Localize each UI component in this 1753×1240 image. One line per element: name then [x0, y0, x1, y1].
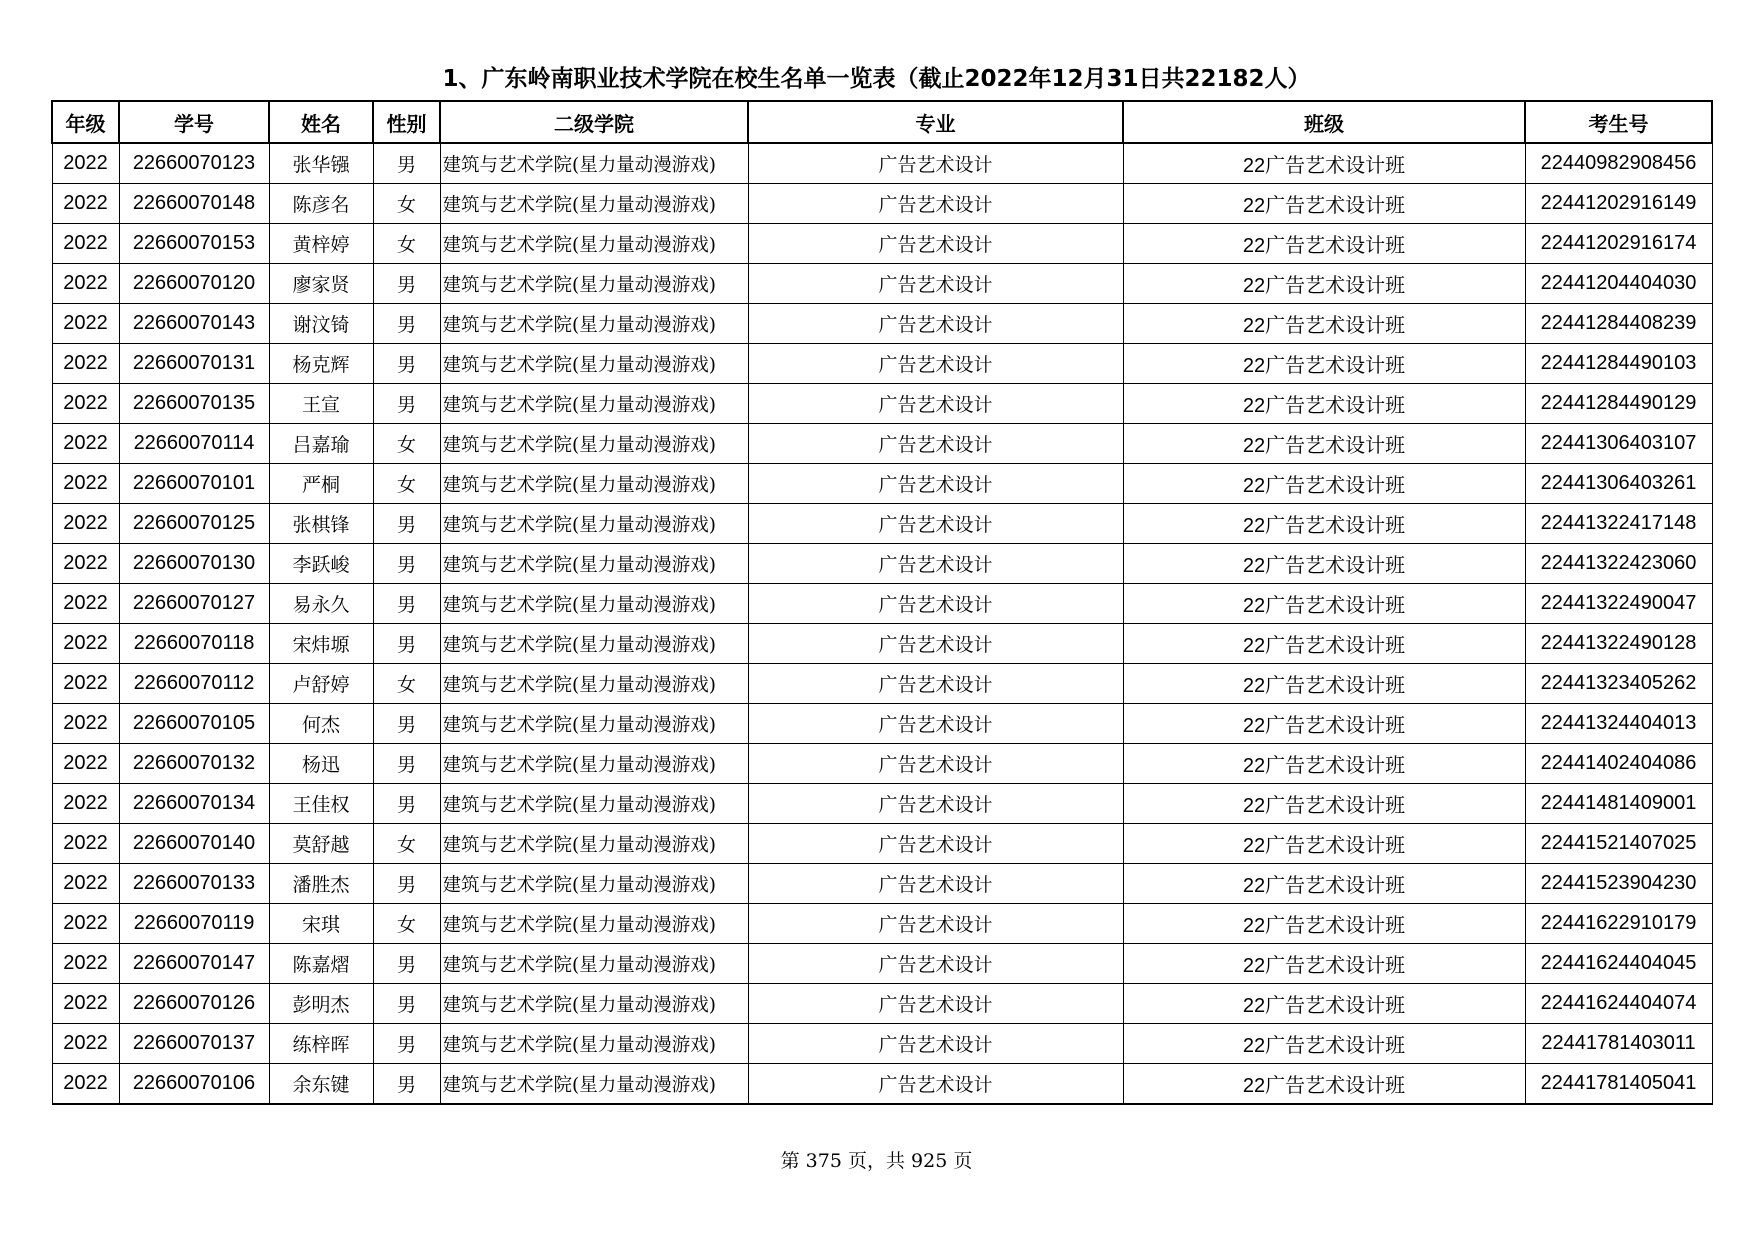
grade-cell: 2022	[52, 984, 119, 1024]
exam-number-cell: 22441306403107	[1525, 424, 1712, 464]
gender-cell: 女	[373, 664, 440, 704]
major-cell: 广告艺术设计	[748, 984, 1123, 1024]
college-cell: 建筑与艺术学院(星力量动漫游戏)	[440, 224, 748, 264]
major-cell: 广告艺术设计	[748, 143, 1123, 184]
class-cell: 22广告艺术设计班	[1123, 504, 1525, 544]
class-cell: 22广告艺术设计班	[1123, 584, 1525, 624]
table-row	[52, 664, 1712, 704]
table-row	[52, 464, 1712, 504]
class-cell: 22广告艺术设计班	[1123, 624, 1525, 664]
class-cell: 22广告艺术设计班	[1123, 704, 1525, 744]
name-cell: 易永久	[269, 584, 373, 624]
gender-cell: 男	[373, 143, 440, 184]
major-cell: 广告艺术设计	[748, 464, 1123, 504]
grade-cell: 2022	[52, 304, 119, 344]
grade-cell: 2022	[52, 424, 119, 464]
gender-cell: 男	[373, 304, 440, 344]
major-cell: 广告艺术设计	[748, 784, 1123, 824]
college-cell: 建筑与艺术学院(星力量动漫游戏)	[440, 1024, 748, 1064]
name-cell: 黄梓婷	[269, 224, 373, 264]
exam-number-cell: 22441284490103	[1525, 344, 1712, 384]
student-roster-table	[51, 100, 1713, 1105]
student-id-cell: 22660070127	[119, 584, 269, 624]
exam-number-cell: 22441284490129	[1525, 384, 1712, 424]
gender-cell: 男	[373, 1024, 440, 1064]
student-id-cell: 22660070137	[119, 1024, 269, 1064]
college-cell: 建筑与艺术学院(星力量动漫游戏)	[440, 1064, 748, 1105]
class-cell: 22广告艺术设计班	[1123, 784, 1525, 824]
college-cell: 建筑与艺术学院(星力量动漫游戏)	[440, 944, 748, 984]
table-row	[52, 984, 1712, 1024]
table-body	[52, 143, 1712, 1104]
table-row	[52, 184, 1712, 224]
exam-number-cell: 22441624404045	[1525, 944, 1712, 984]
college-cell: 建筑与艺术学院(星力量动漫游戏)	[440, 384, 748, 424]
major-cell: 广告艺术设计	[748, 264, 1123, 304]
grade-cell: 2022	[52, 143, 119, 184]
student-id-cell: 22660070125	[119, 504, 269, 544]
student-id-cell: 22660070131	[119, 344, 269, 384]
major-cell: 广告艺术设计	[748, 944, 1123, 984]
grade-cell: 2022	[52, 784, 119, 824]
name-cell: 潘胜杰	[269, 864, 373, 904]
header-college: 二级学院	[440, 101, 748, 143]
table-row	[52, 784, 1712, 824]
table-row	[52, 143, 1712, 184]
gender-cell: 女	[373, 224, 440, 264]
exam-number-cell: 22440982908456	[1525, 143, 1712, 184]
college-cell: 建筑与艺术学院(星力量动漫游戏)	[440, 544, 748, 584]
name-cell: 张华镪	[269, 143, 373, 184]
name-cell: 严桐	[269, 464, 373, 504]
grade-cell: 2022	[52, 744, 119, 784]
name-cell: 彭明杰	[269, 984, 373, 1024]
college-cell: 建筑与艺术学院(星力量动漫游戏)	[440, 464, 748, 504]
page-title: 1、广东岭南职业技术学院在校生名单一览表（截止2022年12月31日共22182人）	[442, 66, 1311, 92]
table-header-row	[52, 101, 1712, 143]
exam-number-cell: 22441402404086	[1525, 744, 1712, 784]
table-row	[52, 264, 1712, 304]
table-row	[52, 224, 1712, 264]
table-row	[52, 504, 1712, 544]
name-cell: 宋炜塬	[269, 624, 373, 664]
name-cell: 练梓晖	[269, 1024, 373, 1064]
table-row	[52, 424, 1712, 464]
name-cell: 谢汶锜	[269, 304, 373, 344]
exam-number-cell: 22441624404074	[1525, 984, 1712, 1024]
student-id-cell: 22660070119	[119, 904, 269, 944]
gender-cell: 男	[373, 344, 440, 384]
class-cell: 22广告艺术设计班	[1123, 344, 1525, 384]
header-student-id: 学号	[119, 101, 269, 143]
gender-cell: 男	[373, 384, 440, 424]
college-cell: 建筑与艺术学院(星力量动漫游戏)	[440, 424, 748, 464]
student-id-cell: 22660070132	[119, 744, 269, 784]
table-row	[52, 344, 1712, 384]
class-cell: 22广告艺术设计班	[1123, 384, 1525, 424]
student-id-cell: 22660070135	[119, 384, 269, 424]
major-cell: 广告艺术设计	[748, 544, 1123, 584]
table-row	[52, 704, 1712, 744]
table-row	[52, 864, 1712, 904]
student-id-cell: 22660070153	[119, 224, 269, 264]
college-cell: 建筑与艺术学院(星力量动漫游戏)	[440, 744, 748, 784]
student-id-cell: 22660070126	[119, 984, 269, 1024]
header-class: 班级	[1123, 101, 1525, 143]
table-row	[52, 904, 1712, 944]
name-cell: 吕嘉瑜	[269, 424, 373, 464]
major-cell: 广告艺术设计	[748, 624, 1123, 664]
exam-number-cell: 22441521407025	[1525, 824, 1712, 864]
grade-cell: 2022	[52, 624, 119, 664]
table-row	[52, 944, 1712, 984]
college-cell: 建筑与艺术学院(星力量动漫游戏)	[440, 344, 748, 384]
exam-number-cell: 22441323405262	[1525, 664, 1712, 704]
student-id-cell: 22660070147	[119, 944, 269, 984]
class-cell: 22广告艺术设计班	[1123, 904, 1525, 944]
major-cell: 广告艺术设计	[748, 704, 1123, 744]
gender-cell: 男	[373, 624, 440, 664]
grade-cell: 2022	[52, 704, 119, 744]
student-id-cell: 22660070101	[119, 464, 269, 504]
college-cell: 建筑与艺术学院(星力量动漫游戏)	[440, 143, 748, 184]
gender-cell: 男	[373, 544, 440, 584]
major-cell: 广告艺术设计	[748, 304, 1123, 344]
gender-cell: 女	[373, 904, 440, 944]
exam-number-cell: 22441204404030	[1525, 264, 1712, 304]
student-id-cell: 22660070106	[119, 1064, 269, 1105]
exam-number-cell: 22441202916149	[1525, 184, 1712, 224]
grade-cell: 2022	[52, 184, 119, 224]
name-cell: 余东键	[269, 1064, 373, 1105]
table-row	[52, 544, 1712, 584]
major-cell: 广告艺术设计	[748, 344, 1123, 384]
major-cell: 广告艺术设计	[748, 224, 1123, 264]
college-cell: 建筑与艺术学院(星力量动漫游戏)	[440, 984, 748, 1024]
major-cell: 广告艺术设计	[748, 1024, 1123, 1064]
college-cell: 建筑与艺术学院(星力量动漫游戏)	[440, 584, 748, 624]
major-cell: 广告艺术设计	[748, 904, 1123, 944]
grade-cell: 2022	[52, 1064, 119, 1105]
gender-cell: 女	[373, 184, 440, 224]
student-id-cell: 22660070112	[119, 664, 269, 704]
student-id-cell: 22660070118	[119, 624, 269, 664]
college-cell: 建筑与艺术学院(星力量动漫游戏)	[440, 624, 748, 664]
major-cell: 广告艺术设计	[748, 1064, 1123, 1105]
page-number: 第 375 页，共 925 页	[780, 1150, 973, 1172]
college-cell: 建筑与艺术学院(星力量动漫游戏)	[440, 184, 748, 224]
table-row	[52, 1024, 1712, 1064]
student-id-cell: 22660070143	[119, 304, 269, 344]
gender-cell: 男	[373, 584, 440, 624]
exam-number-cell: 22441322490128	[1525, 624, 1712, 664]
gender-cell: 男	[373, 944, 440, 984]
grade-cell: 2022	[52, 464, 119, 504]
student-id-cell: 22660070134	[119, 784, 269, 824]
student-id-cell: 22660070114	[119, 424, 269, 464]
class-cell: 22广告艺术设计班	[1123, 224, 1525, 264]
header-grade: 年级	[52, 101, 119, 143]
class-cell: 22广告艺术设计班	[1123, 304, 1525, 344]
class-cell: 22广告艺术设计班	[1123, 944, 1525, 984]
grade-cell: 2022	[52, 384, 119, 424]
header-name: 姓名	[269, 101, 373, 143]
grade-cell: 2022	[52, 824, 119, 864]
class-cell: 22广告艺术设计班	[1123, 184, 1525, 224]
exam-number-cell: 22441523904230	[1525, 864, 1712, 904]
name-cell: 莫舒越	[269, 824, 373, 864]
class-cell: 22广告艺术设计班	[1123, 464, 1525, 504]
name-cell: 宋琪	[269, 904, 373, 944]
student-id-cell: 22660070148	[119, 184, 269, 224]
student-id-cell: 22660070105	[119, 704, 269, 744]
name-cell: 杨克辉	[269, 344, 373, 384]
exam-number-cell: 22441622910179	[1525, 904, 1712, 944]
exam-number-cell: 22441781405041	[1525, 1064, 1712, 1105]
major-cell: 广告艺术设计	[748, 424, 1123, 464]
gender-cell: 男	[373, 864, 440, 904]
grade-cell: 2022	[52, 264, 119, 304]
student-id-cell: 22660070140	[119, 824, 269, 864]
major-cell: 广告艺术设计	[748, 504, 1123, 544]
grade-cell: 2022	[52, 224, 119, 264]
student-id-cell: 22660070130	[119, 544, 269, 584]
gender-cell: 女	[373, 464, 440, 504]
major-cell: 广告艺术设计	[748, 824, 1123, 864]
college-cell: 建筑与艺术学院(星力量动漫游戏)	[440, 504, 748, 544]
table-row	[52, 584, 1712, 624]
major-cell: 广告艺术设计	[748, 584, 1123, 624]
exam-number-cell: 22441202916174	[1525, 224, 1712, 264]
table-row	[52, 824, 1712, 864]
gender-cell: 男	[373, 1064, 440, 1105]
class-cell: 22广告艺术设计班	[1123, 544, 1525, 584]
name-cell: 杨迅	[269, 744, 373, 784]
major-cell: 广告艺术设计	[748, 664, 1123, 704]
class-cell: 22广告艺术设计班	[1123, 264, 1525, 304]
table-row	[52, 304, 1712, 344]
major-cell: 广告艺术设计	[748, 864, 1123, 904]
college-cell: 建筑与艺术学院(星力量动漫游戏)	[440, 824, 748, 864]
class-cell: 22广告艺术设计班	[1123, 664, 1525, 704]
header-exam-number: 考生号	[1525, 101, 1712, 143]
class-cell: 22广告艺术设计班	[1123, 824, 1525, 864]
college-cell: 建筑与艺术学院(星力量动漫游戏)	[440, 704, 748, 744]
table-row	[52, 624, 1712, 664]
grade-cell: 2022	[52, 904, 119, 944]
grade-cell: 2022	[52, 544, 119, 584]
gender-cell: 男	[373, 744, 440, 784]
grade-cell: 2022	[52, 664, 119, 704]
college-cell: 建筑与艺术学院(星力量动漫游戏)	[440, 864, 748, 904]
name-cell: 陈彦名	[269, 184, 373, 224]
gender-cell: 女	[373, 424, 440, 464]
exam-number-cell: 22441324404013	[1525, 704, 1712, 744]
exam-number-cell: 22441322423060	[1525, 544, 1712, 584]
table-row	[52, 1064, 1712, 1105]
class-cell: 22广告艺术设计班	[1123, 984, 1525, 1024]
gender-cell: 男	[373, 784, 440, 824]
student-id-cell: 22660070120	[119, 264, 269, 304]
name-cell: 王宣	[269, 384, 373, 424]
major-cell: 广告艺术设计	[748, 384, 1123, 424]
student-id-cell: 22660070133	[119, 864, 269, 904]
class-cell: 22广告艺术设计班	[1123, 424, 1525, 464]
header-major: 专业	[748, 101, 1123, 143]
name-cell: 王佳权	[269, 784, 373, 824]
class-cell: 22广告艺术设计班	[1123, 1024, 1525, 1064]
grade-cell: 2022	[52, 504, 119, 544]
college-cell: 建筑与艺术学院(星力量动漫游戏)	[440, 264, 748, 304]
header-gender: 性别	[373, 101, 440, 143]
exam-number-cell: 22441322490047	[1525, 584, 1712, 624]
table-row	[52, 384, 1712, 424]
name-cell: 陈嘉熠	[269, 944, 373, 984]
major-cell: 广告艺术设计	[748, 184, 1123, 224]
exam-number-cell: 22441481409001	[1525, 784, 1712, 824]
student-id-cell: 22660070123	[119, 143, 269, 184]
exam-number-cell: 22441306403261	[1525, 464, 1712, 504]
college-cell: 建筑与艺术学院(星力量动漫游戏)	[440, 664, 748, 704]
name-cell: 何杰	[269, 704, 373, 744]
class-cell: 22广告艺术设计班	[1123, 143, 1525, 184]
exam-number-cell: 22441322417148	[1525, 504, 1712, 544]
grade-cell: 2022	[52, 944, 119, 984]
gender-cell: 男	[373, 704, 440, 744]
grade-cell: 2022	[52, 584, 119, 624]
exam-number-cell: 22441781403011	[1525, 1024, 1712, 1064]
table-row	[52, 744, 1712, 784]
gender-cell: 女	[373, 824, 440, 864]
class-cell: 22广告艺术设计班	[1123, 864, 1525, 904]
name-cell: 卢舒婷	[269, 664, 373, 704]
class-cell: 22广告艺术设计班	[1123, 744, 1525, 784]
gender-cell: 男	[373, 264, 440, 304]
college-cell: 建筑与艺术学院(星力量动漫游戏)	[440, 784, 748, 824]
name-cell: 张棋锋	[269, 504, 373, 544]
college-cell: 建筑与艺术学院(星力量动漫游戏)	[440, 904, 748, 944]
class-cell: 22广告艺术设计班	[1123, 1064, 1525, 1105]
name-cell: 廖家贤	[269, 264, 373, 304]
grade-cell: 2022	[52, 1024, 119, 1064]
gender-cell: 男	[373, 504, 440, 544]
name-cell: 李跃峻	[269, 544, 373, 584]
major-cell: 广告艺术设计	[748, 744, 1123, 784]
grade-cell: 2022	[52, 344, 119, 384]
grade-cell: 2022	[52, 864, 119, 904]
exam-number-cell: 22441284408239	[1525, 304, 1712, 344]
college-cell: 建筑与艺术学院(星力量动漫游戏)	[440, 304, 748, 344]
gender-cell: 男	[373, 984, 440, 1024]
